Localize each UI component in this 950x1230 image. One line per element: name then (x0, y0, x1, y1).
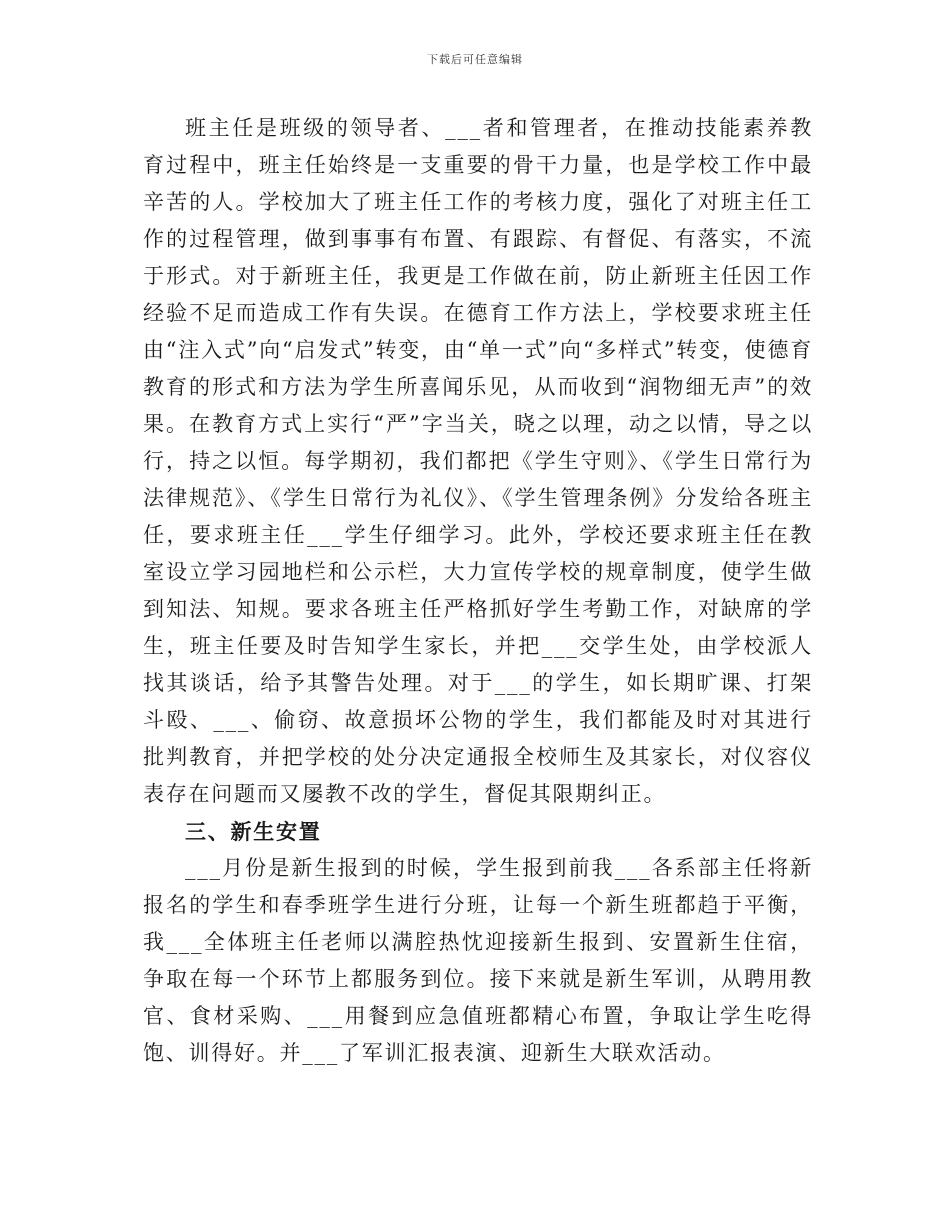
document-body (143, 110, 813, 1072)
paragraph-new-students: ___月份是新生报到的时候，学生报到前我___各系部主任将新报名的学生和春季班学生进行分班，让每一个新生班都趋于平衡，我___全体班主任老师以满腔热忱迎接新生报到、安置新生住宿，争取在每一个环节上都服务到位。接下来就是新生军训，从聘用教官、食材采购、___用餐到应急值班都精心布置，争取让学生吃得饱、训得好。并___了军训汇报表演、迎新生大联欢活动。 (143, 856, 813, 1065)
paragraph-class-teacher: 班主任是班级的领导者、___者和管理者，在推动技能素养教育过程中，班主任始终是一支重要的骨干力量，也是学校工作中最辛苦的人。学校加大了班主任工作的考核力度，强化了对班主任工作的过程管理，做到事事有布置、有跟踪、有督促、有落实，不流于形式。对于新班主任，我更是工作做在前，防止新班主任因工作经验不足而造成工作有失误。在德育工作方法上，学校要求班主任由“注入式”向“启发式”转变，由“单一式”向“多样式”转变，使德育教育的形式和方法为学生所喜闻乐见，从而收到“润物细无声”的效果。在教育方式上实行“严”字当关，晓之以理，动之以情，导之以行，持之以恒。每学期初，我们都把《学生守则》、《学生日常行为法律规范》、《学生日常行为礼仪》、《学生管理条例》分发给各班主任，要求班主任___学生仔细学习。此外，学校还要求班主任在教室设立学习园地栏和公示栏，大力宣传学校的规章制度，使学生做到知法、知规。要求各班主任严格抓好学生考勤工作，对缺席的学生，班主任要及时告知学生家长，并把___交学生处，由学校派人找其谈话，给予其警告处理。对于___的学生，如长期旷课、打架斗殴、___、偷窃、故意损坏公物的学生，我们都能及时对其进行批判教育，并把学校的处分决定通报全校师生及其家长，对仪容仪表存在问题而又屡教不改的学生，督促其限期纠正。 (143, 116, 813, 806)
section-heading: 三、新生安置 (185, 819, 322, 844)
page-header: 下载后可任意编辑 (427, 53, 523, 66)
